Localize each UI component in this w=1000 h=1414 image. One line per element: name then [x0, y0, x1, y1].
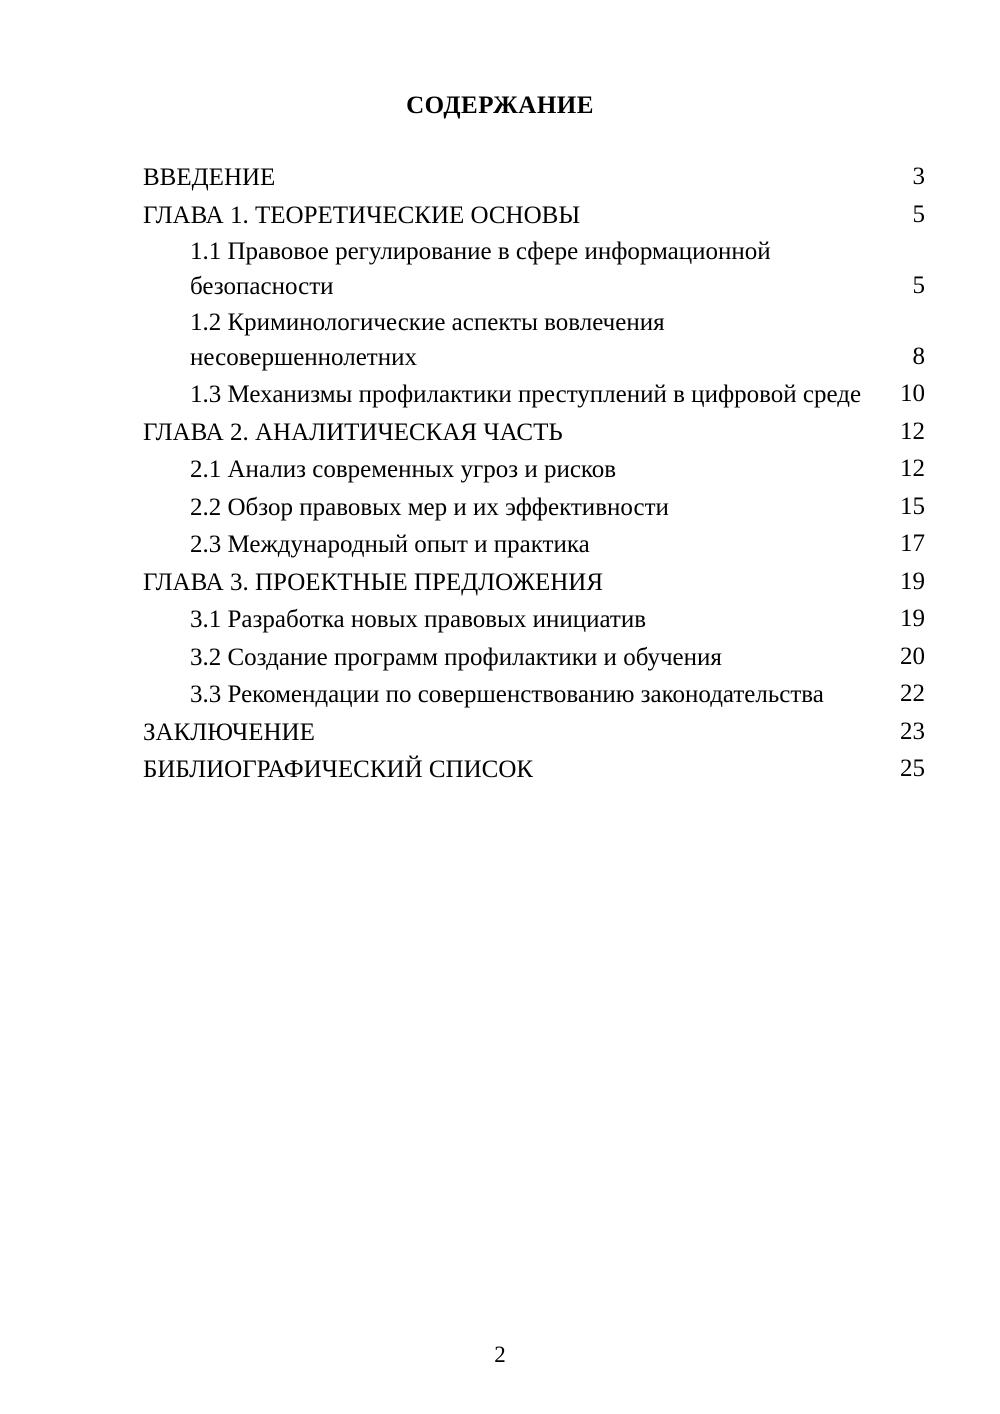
- toc-entry-page: 15: [900, 492, 925, 520]
- toc-entry-label: 1.2 Криминологические аспекты вовлечения несовершеннолетних: [190, 309, 665, 371]
- toc-entry[interactable]: [143, 415, 925, 451]
- toc-entry-page: 23: [900, 717, 925, 745]
- toc-entry-label: БИБЛИОГРАФИЧЕСКИЙ СПИСОК: [143, 756, 534, 783]
- toc-entry-page: 5: [912, 271, 925, 299]
- toc-entry-label: ГЛАВА 3. ПРОЕКТНЫЕ ПРЕДЛОЖЕНИЯ: [143, 568, 604, 596]
- toc-entry-label: ГЛАВА 1. ТЕОРЕТИЧЕСКИЕ ОСНОВЫ: [143, 201, 581, 229]
- toc-entry-label: 1.3 Механизмы профилактики преступлений в цифровой среде: [190, 381, 862, 408]
- toc-entry-page: 22: [900, 680, 925, 707]
- toc-entry-label: 2.3 Международный опыт и практика: [190, 531, 590, 558]
- toc-entry-page: 19: [900, 567, 925, 595]
- toc-entry-page: 12: [900, 455, 925, 482]
- toc-entry-page: 25: [900, 755, 925, 782]
- toc-entry-label: 3.1 Разработка новых правовых инициатив: [190, 606, 647, 633]
- toc-entry[interactable]: [143, 677, 925, 713]
- page-number: 2: [494, 1342, 506, 1367]
- toc-entry[interactable]: [143, 715, 925, 751]
- toc-entry[interactable]: [143, 198, 925, 234]
- toc-entry-label: ГЛАВА 2. АНАЛИТИЧЕСКАЯ ЧАСТЬ: [143, 418, 563, 446]
- toc-entry-label: ЗАКЛЮЧЕНИЕ: [143, 718, 315, 746]
- page-title: СОДЕРЖАНИЕ: [406, 92, 594, 119]
- toc-entry[interactable]: [143, 306, 925, 375]
- table-of-contents: [143, 160, 925, 790]
- toc-entry-label: 1.1 Правовое регулирование в сфере информационной безопасности: [190, 238, 771, 300]
- toc-entry-page: 20: [900, 642, 925, 670]
- toc-entry[interactable]: [143, 377, 925, 413]
- toc-entry[interactable]: [143, 490, 925, 526]
- toc-entry[interactable]: [143, 452, 925, 488]
- toc-entry[interactable]: [143, 160, 925, 196]
- toc-entry[interactable]: [143, 527, 925, 563]
- toc-entry[interactable]: [143, 752, 925, 788]
- toc-entry-label: ВВЕДЕНИЕ: [143, 164, 276, 191]
- toc-entry-page: 19: [900, 605, 925, 632]
- toc-entry-label: 2.1 Анализ современных угроз и рисков: [190, 456, 617, 483]
- toc-entry-page: 10: [900, 380, 925, 407]
- toc-entry-page: 17: [900, 530, 925, 557]
- toc-entry-label: 3.2 Создание программ профилактики и обучения: [190, 643, 722, 671]
- toc-entry[interactable]: [143, 565, 925, 601]
- toc-entry[interactable]: [143, 235, 925, 304]
- toc-entry-page: 5: [912, 200, 925, 228]
- toc-entry-page: 12: [900, 417, 925, 445]
- toc-entry[interactable]: [143, 602, 925, 638]
- toc-entry-label: 3.3 Рекомендации по совершенствованию законодательства: [190, 681, 824, 708]
- toc-entry-page: 8: [912, 342, 925, 370]
- toc-entry-page: 3: [912, 163, 925, 190]
- toc-entry[interactable]: [143, 640, 925, 676]
- toc-entry-label: 2.2 Обзор правовых мер и их эффективности: [190, 493, 669, 521]
